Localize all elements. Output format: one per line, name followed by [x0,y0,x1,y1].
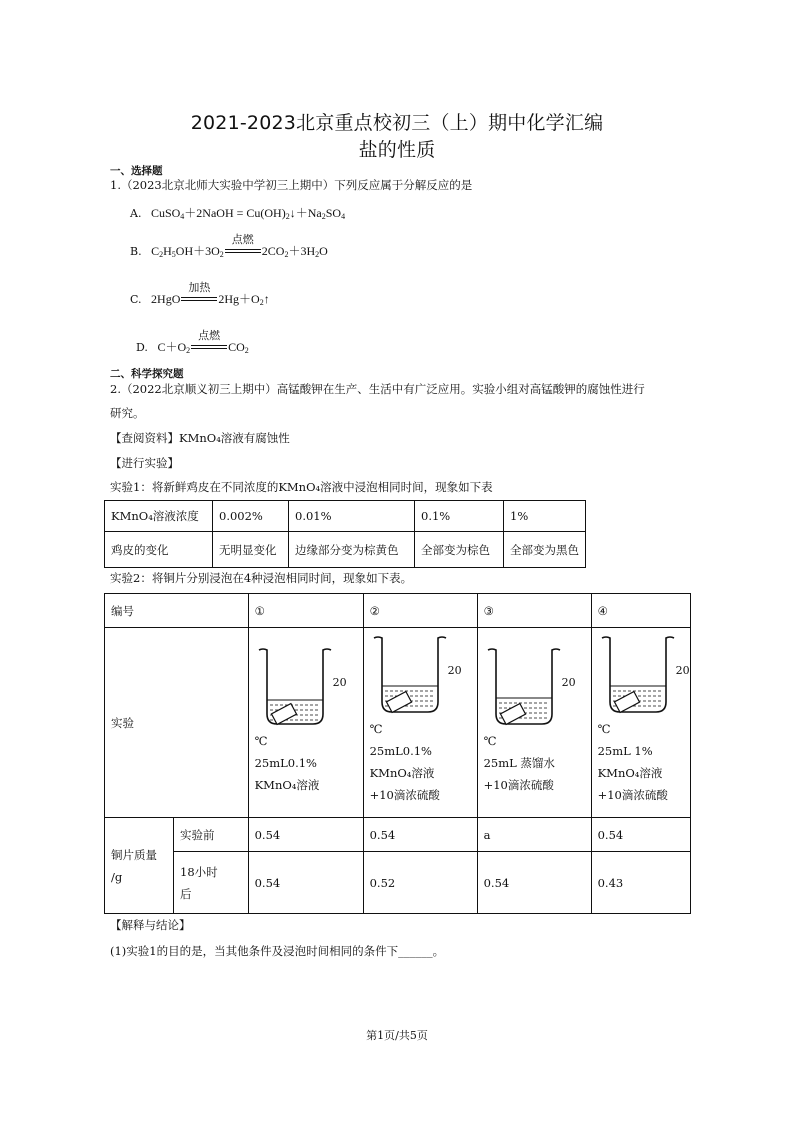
table-cell: 全部变为棕色 [415,532,504,568]
beaker-illustration [598,634,678,718]
option-b-label: B. [130,245,142,258]
table-cell: 编号 [105,594,249,628]
solution-line: KMnO₄溶液 [254,778,320,792]
temperature-label: 20 [447,664,462,677]
option-b [130,233,328,259]
beaker-illustration [370,634,450,718]
mass-label-line: /g [111,869,123,884]
option-c-equation: 2HgO 加热 $2Hg+O_2↑$ [145,281,270,307]
experiment-cell-1 [248,628,363,818]
temperature-label: 20 [332,676,347,689]
table-cell: 实验前 [174,818,249,852]
solution-line: 25mL0.1% [369,744,432,758]
table-row [105,532,586,568]
degree-unit: ℃ [369,722,383,736]
beaker-illustration [255,646,335,730]
table-cell: 0.52 [363,852,477,914]
question-1-stem: 1.（2023北京北师大实验中学初三上期中）下列反应属于分解反应的是 [110,178,473,192]
table-row [105,852,691,914]
table-cell: KMnO₄溶液浓度 [105,501,213,532]
after-18h-label [174,852,249,914]
experiment-1-intro: 实验1：将新鲜鸡皮在不同浓度的KMnO₄溶液中浸泡相同时间，现象如下表 [110,480,493,494]
table-cell: 0.1% [415,501,504,532]
table-cell: 0.54 [363,818,477,852]
table-cell: 0.54 [477,852,591,914]
table-cell: 0.54 [591,818,690,852]
solution-line: 25mL 1% [597,744,653,758]
conclusion-heading: 【解释与结论】 [110,918,191,932]
option-a-equation: CuSO$_4$＋2NaOH = $Cu(OH)_2↓+Na_2SO_4$ [144,206,346,221]
beaker-illustration [484,646,564,730]
degree-unit: ℃ [254,734,268,748]
option-a-label: A. [130,207,142,220]
table-cell: ① [248,594,363,628]
option-c-label: C. [130,293,142,306]
table-cell: ③ [477,594,591,628]
after-label-line: 后 [180,886,192,901]
table-cell: ④ [591,594,690,628]
table-cell: 实验 [105,628,249,818]
after-label-line: 18小时 [180,864,218,879]
table-cell: 全部变为黑色 [504,532,586,568]
table-cell: 1% [504,501,586,532]
table-cell: 0.01% [289,501,415,532]
page-subtitle: 盐的性质 [358,139,436,161]
degree-unit: ℃ [483,734,497,748]
reaction-condition-arrow: 加热 [180,292,218,306]
page-title: 2021-2023北京重点校初三（上）期中化学汇编 [190,112,604,134]
table-cell: 鸡皮的变化 [105,532,213,568]
solution-line: KMnO₄溶液 [369,766,435,780]
table-cell: a [477,818,591,852]
option-a [130,204,345,221]
table-row [105,818,691,852]
mass-label-line: 铜片质量 [111,847,157,862]
table-cell: 0.43 [591,852,690,914]
reaction-condition-arrow: 点燃 [224,244,262,258]
table-cell: 0.54 [248,852,363,914]
experiment-cell-2 [363,628,477,818]
solution-line: +10滴浓硫酸 [369,788,440,802]
solution-line: +10滴浓硫酸 [483,778,554,792]
option-c [130,281,270,307]
solution-line: +10滴浓硫酸 [597,788,668,802]
degree-unit: ℃ [597,722,611,736]
table-row [105,628,691,818]
section-heading-inquiry: 二、科学探究题 [110,368,184,380]
option-d-equation: $C+O_2$ 点燃 $CO_2$ [151,329,249,355]
question-2-line1: 2.（2022北京顺义初三上期中）高锰酸钾在生产、生活中有广泛应用。实验小组对高锰酸钾的腐蚀性进行 [110,382,645,396]
table-cell: 0.54 [248,818,363,852]
experiment-cell-4 [591,628,690,818]
temperature-label: 20 [675,664,690,677]
table-cell: 无明显变化 [213,532,289,568]
sub-question-1: (1)实验1的目的是，当其他条件及浸泡时间相同的条件下______。 [110,944,445,958]
experiment-cell-3 [477,628,591,818]
lookup-heading: 【查阅资料】KMnO₄溶液有腐蚀性 [110,431,290,445]
temperature-label: 20 [561,676,576,689]
option-d-label: D. [136,341,148,354]
solution-line: KMnO₄溶液 [597,766,663,780]
experiment-2-table [104,593,691,914]
table-row [105,594,691,628]
table-row [105,501,586,532]
experiment-1-table [104,500,586,568]
table-cell: 边缘部分变为棕黄色 [289,532,415,568]
copper-mass-label [105,818,174,914]
table-cell: 0.002% [213,501,289,532]
option-d [136,329,249,355]
table-cell: ② [363,594,477,628]
solution-line: 25mL 蒸馏水 [483,756,555,770]
experiment-heading: 【进行实验】 [110,456,179,470]
reaction-condition-arrow: 点燃 [190,340,228,354]
section-heading-choice: 一、选择题 [110,165,163,177]
page-footer: 第1页/共5页 [366,1029,428,1042]
option-b-equation: $C_2H_5OH+3O_2$ 点燃 $2CO_2+3H_2O$ [145,233,328,259]
solution-line: 25mL0.1% [254,756,317,770]
experiment-2-intro: 实验2：将铜片分别浸泡在4种浸泡相同时间，现象如下表。 [110,571,413,585]
question-2-line2: 研究。 [110,406,145,420]
